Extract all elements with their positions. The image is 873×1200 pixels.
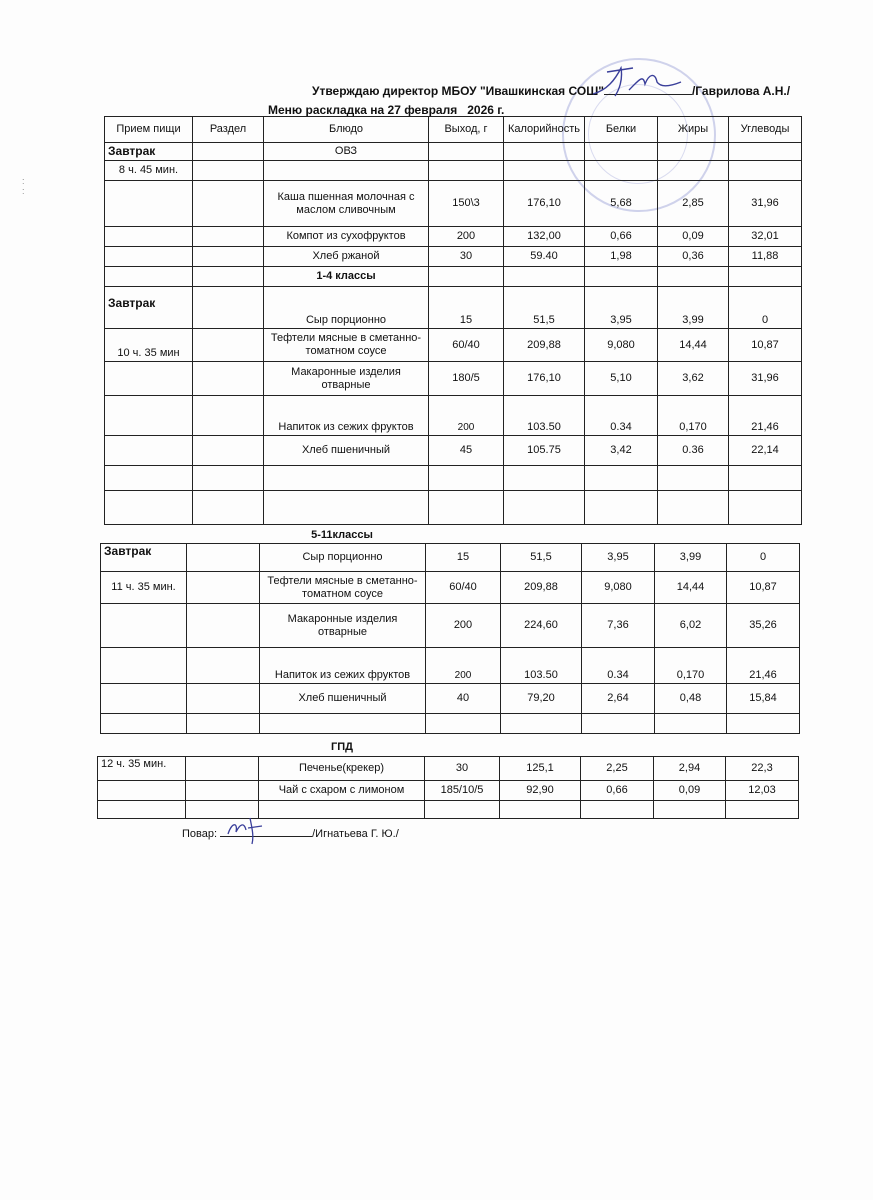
dish-name: Компот из сухофруктов	[264, 227, 429, 247]
dish-protein: 3,95	[585, 287, 658, 329]
dish-fat: 14,44	[658, 329, 729, 362]
dish-protein: 9,080	[585, 329, 658, 362]
table-row	[98, 757, 799, 781]
dish-carbs: 31,96	[729, 181, 802, 227]
dish-carbs: 11,88	[729, 247, 802, 267]
dish-kcal: 176,10	[504, 362, 585, 396]
cook-label: Повар:	[182, 828, 218, 840]
dish-name: Напиток из сежих фруктов	[260, 648, 426, 684]
dish-yield: 15	[429, 287, 504, 329]
table-row	[101, 648, 800, 684]
dish-fat: 6,02	[655, 604, 727, 648]
dish-name: Печенье(крекер)	[259, 757, 425, 781]
meal-time: 10 ч. 35 мин	[105, 329, 193, 362]
dish-fat: 14,44	[655, 572, 727, 604]
table-row	[105, 227, 802, 247]
dish-name: Напиток из сежих фруктов	[264, 396, 429, 436]
dish-yield: 30	[429, 247, 504, 267]
dish-protein: 2,25	[581, 757, 654, 781]
dish-name: Каша пшенная молочная с маслом сливочным	[264, 181, 429, 227]
table-row	[105, 436, 802, 466]
dish-protein: 0.34	[582, 648, 655, 684]
dish-protein: 0,66	[581, 781, 654, 801]
dish-name: Хлеб пшеничный	[264, 436, 429, 466]
table-row	[105, 267, 802, 287]
dish-fat: 2,94	[654, 757, 726, 781]
dish-kcal: 209,88	[504, 329, 585, 362]
col-carbs: Углеводы	[729, 117, 802, 143]
dish-carbs: 12,03	[726, 781, 799, 801]
dish-yield: 185/10/5	[425, 781, 500, 801]
dish-yield: 150\3	[429, 181, 504, 227]
dish-kcal: 92,90	[500, 781, 581, 801]
dish-yield: 200	[426, 648, 501, 684]
dish-protein: 9,080	[582, 572, 655, 604]
col-protein: Белки	[585, 117, 658, 143]
dish-name: Сыр порционно	[260, 544, 426, 572]
section-label: ОВЗ	[264, 143, 429, 161]
approve-text: Утверждаю директор МБОУ "Ивашкинская СОШ"	[312, 84, 604, 98]
dish-carbs: 31,96	[729, 362, 802, 396]
dish-kcal: 59.40	[504, 247, 585, 267]
dish-carbs: 22,3	[726, 757, 799, 781]
dish-yield: 200	[429, 396, 504, 436]
dish-protein: 1,98	[585, 247, 658, 267]
table-row	[105, 247, 802, 267]
table-row	[105, 362, 802, 396]
table-row	[105, 329, 802, 362]
dish-kcal: 51,5	[501, 544, 582, 572]
menu-table-main	[104, 116, 802, 525]
dish-yield: 200	[429, 227, 504, 247]
cook-signature	[222, 812, 282, 846]
dish-protein: 5,10	[585, 362, 658, 396]
dish-kcal: 176,10	[504, 181, 585, 227]
dish-fat: 3,62	[658, 362, 729, 396]
dish-yield: 200	[426, 604, 501, 648]
dish-carbs: 22,14	[729, 436, 802, 466]
dish-protein: 3,95	[582, 544, 655, 572]
dish-yield: 60/40	[426, 572, 501, 604]
col-kcal: Калорийность	[504, 117, 585, 143]
dish-carbs: 32,01	[729, 227, 802, 247]
table-row	[101, 714, 800, 734]
dish-protein: 3,42	[585, 436, 658, 466]
col-meal: Прием пищи	[105, 117, 193, 143]
section-label: 1-4 классы	[264, 267, 429, 287]
dish-name: Хлеб ржаной	[264, 247, 429, 267]
dish-kcal: 103.50	[501, 648, 582, 684]
dish-name: Тефтели мясные в сметанно-томатном соусе	[264, 329, 429, 362]
director-name: /Гаврилова А.Н./	[691, 84, 791, 98]
dish-fat: 0,170	[658, 396, 729, 436]
table-header-row	[105, 117, 802, 143]
dish-yield: 15	[426, 544, 501, 572]
director-signature	[585, 60, 685, 102]
dish-fat: 0,09	[654, 781, 726, 801]
table-row	[101, 604, 800, 648]
dish-fat: 0,09	[658, 227, 729, 247]
table-row	[101, 544, 800, 572]
table-row	[105, 287, 802, 329]
dish-name: Чай с схаром с лимоном	[259, 781, 425, 801]
meal-label: Завтрак	[101, 544, 187, 572]
dish-protein: 0,66	[585, 227, 658, 247]
dish-protein: 5,68	[585, 181, 658, 227]
table-row	[105, 396, 802, 436]
dish-carbs: 35,26	[727, 604, 800, 648]
dish-carbs: 0	[729, 287, 802, 329]
dish-yield: 30	[425, 757, 500, 781]
dish-carbs: 0	[727, 544, 800, 572]
table-row	[101, 684, 800, 714]
cook-line	[182, 826, 399, 840]
dish-fat: 0,170	[655, 648, 727, 684]
dish-protein: 7,36	[582, 604, 655, 648]
dish-yield: 45	[429, 436, 504, 466]
col-fat: Жиры	[658, 117, 729, 143]
scan-marks: :	[22, 176, 25, 186]
table-row	[105, 491, 802, 525]
section-title-5-11: 5-11классы	[311, 529, 373, 541]
table-row	[98, 781, 799, 801]
approval-line	[312, 84, 790, 98]
dish-kcal: 51,5	[504, 287, 585, 329]
col-dish: Блюдо	[264, 117, 429, 143]
dish-kcal: 105.75	[504, 436, 585, 466]
dish-name: Макаронные изделия отварные	[260, 604, 426, 648]
table-row	[105, 161, 802, 181]
section-title-gpd: ГПД	[331, 741, 353, 753]
dish-yield: 40	[426, 684, 501, 714]
cook-name: /Игнатьева Г. Ю./	[312, 828, 399, 840]
dish-protein: 2,64	[582, 684, 655, 714]
menu-title: Меню раскладка на 27 февраля 2026 г.	[268, 103, 505, 117]
col-section: Раздел	[193, 117, 264, 143]
dish-kcal: 103.50	[504, 396, 585, 436]
dish-fat: 0.36	[658, 436, 729, 466]
dish-fat: 3,99	[658, 287, 729, 329]
dish-name: Макаронные изделия отварные	[264, 362, 429, 396]
dish-fat: 3,99	[655, 544, 727, 572]
meal-label: Завтрак	[105, 143, 193, 161]
meal-label: Завтрак	[105, 287, 193, 329]
dish-kcal: 79,20	[501, 684, 582, 714]
dish-yield: 180/5	[429, 362, 504, 396]
dish-carbs: 21,46	[729, 396, 802, 436]
dish-protein: 0.34	[585, 396, 658, 436]
meal-time: 11 ч. 35 мин.	[101, 572, 187, 604]
dish-kcal: 224,60	[501, 604, 582, 648]
dish-fat: 0,36	[658, 247, 729, 267]
dish-name: Хлеб пшеничный	[260, 684, 426, 714]
scan-marks: :	[22, 186, 25, 196]
meal-time: 8 ч. 45 мин.	[105, 161, 193, 181]
table-row	[98, 801, 799, 819]
dish-carbs: 21,46	[727, 648, 800, 684]
dish-name: Тефтели мясные в сметанно-томатном соусе	[260, 572, 426, 604]
dish-carbs: 10,87	[727, 572, 800, 604]
dish-fat: 2,85	[658, 181, 729, 227]
table-row	[105, 466, 802, 491]
menu-table-5-11	[100, 543, 800, 734]
table-row	[105, 143, 802, 161]
dish-name: Сыр порционно	[264, 287, 429, 329]
dish-kcal: 209,88	[501, 572, 582, 604]
meal-time: 12 ч. 35 мин.	[98, 757, 186, 781]
dish-kcal: 132,00	[504, 227, 585, 247]
table-row	[105, 181, 802, 227]
dish-carbs: 10,87	[729, 329, 802, 362]
col-yield: Выход, г	[429, 117, 504, 143]
dish-kcal: 125,1	[500, 757, 581, 781]
menu-table-gpd	[97, 756, 799, 819]
dish-fat: 0,48	[655, 684, 727, 714]
dish-yield: 60/40	[429, 329, 504, 362]
dish-carbs: 15,84	[727, 684, 800, 714]
table-row	[101, 572, 800, 604]
